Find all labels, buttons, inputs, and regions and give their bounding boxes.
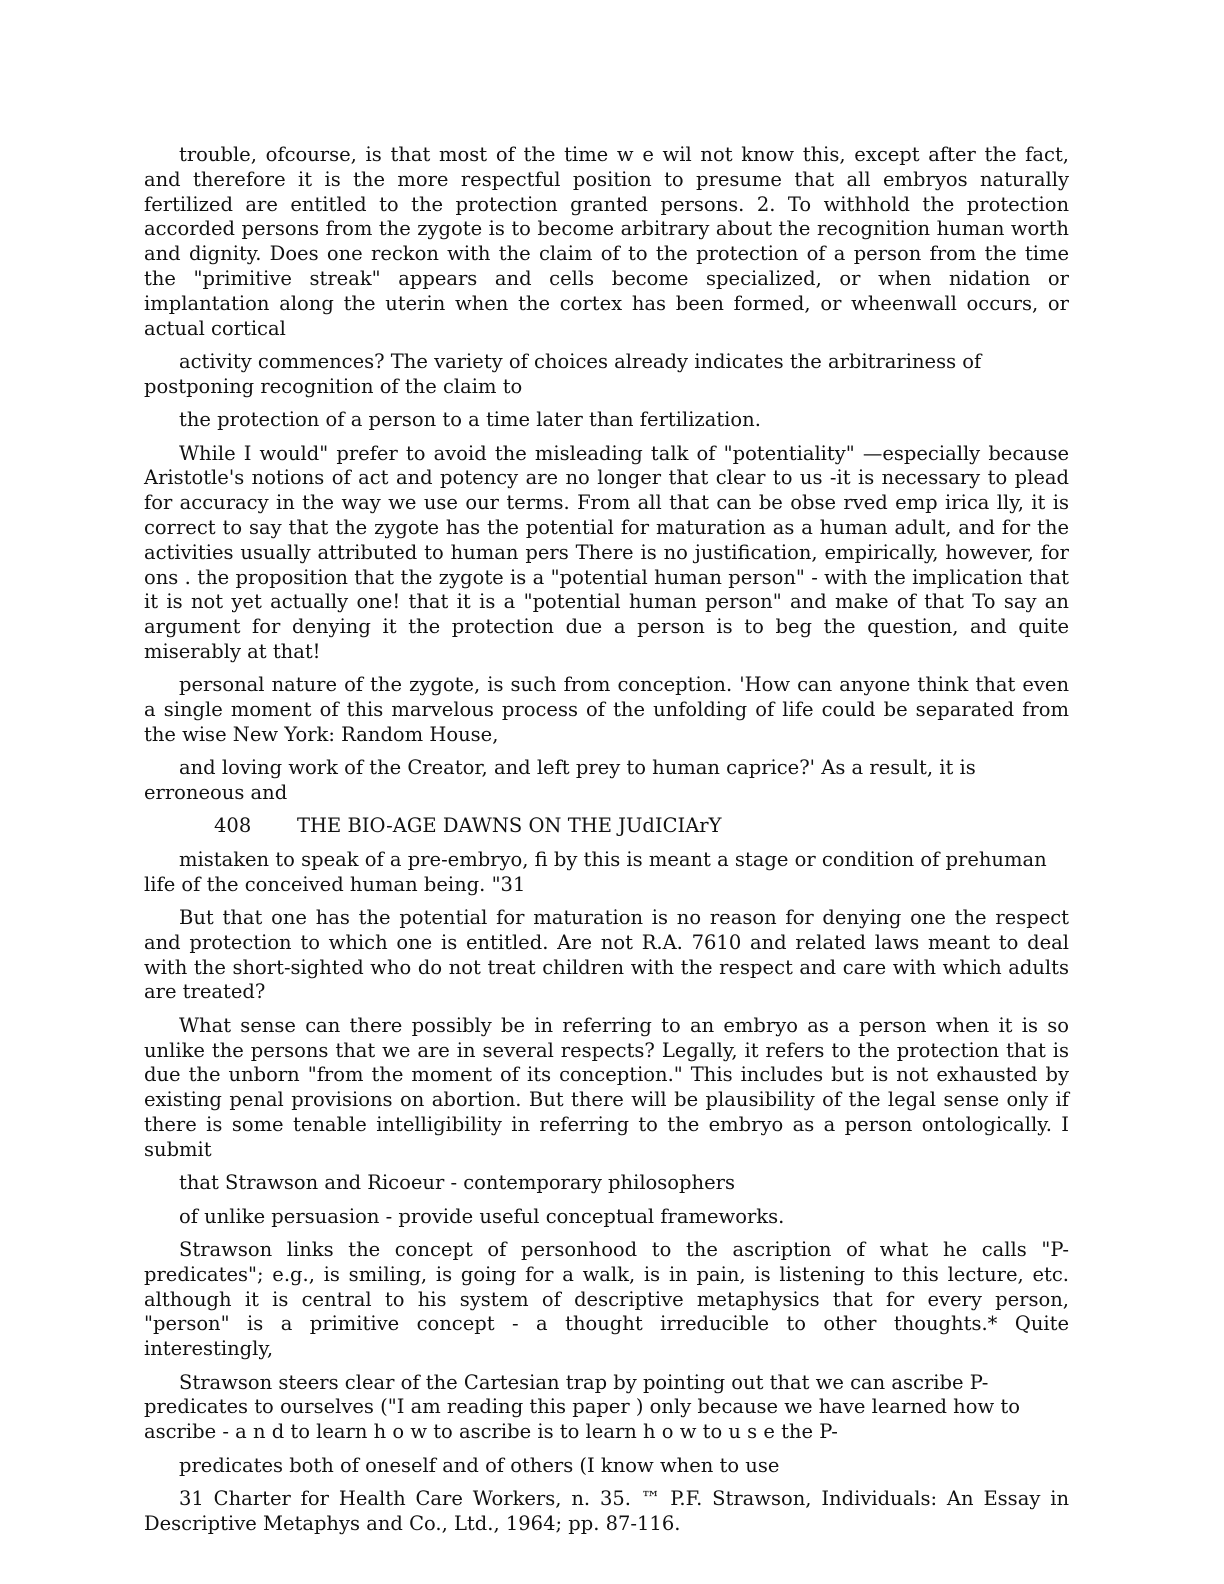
paragraph: and loving work of the Creator, and left prey to human caprice?' As a result, it is erroneous and bbox=[144, 756, 976, 805]
paragraph: What sense can there possibly be in referring to an embryo as a person when it is so unlike the persons that we are in several respects? Legally, it refers to the protection that is due the unborn "from the moment of its conception." This includes but is not exhausted by existing penal provisions on abortion. But there will be plausibility of the legal sense only if there is some tenable intelligibility in referring to the embryo as a person ontologically. I submit bbox=[144, 1013, 1069, 1161]
paragraph: personal nature of the zygote, is such from conception. 'How can anyone think that even a single moment of this marvelous process of the unfolding of life could be separated from the wise New York: Random House, bbox=[144, 673, 1069, 746]
paragraph: Strawson steers clear of the Cartesian trap by pointing out that we can ascribe P-predicates to ourselves ("I am reading this paper ) only because we have learned how to ascribe - a n d to learn h o w to ascribe is to learn h o w to u s e the P- bbox=[144, 1370, 1020, 1444]
running-head bbox=[144, 814, 1069, 839]
footnote: 31 Charter for Health Care Workers, n. 35. ™ P.F. Strawson, Individuals: An Essay in Descriptive Metaphys and Co., Ltd., 1964; pp. 87-116. bbox=[144, 1486, 1069, 1535]
running-head-title: THE BIO-AGE DAWNS ON THE JUdICIArY bbox=[297, 814, 722, 838]
page-number: 408 bbox=[214, 814, 252, 838]
paragraph: that Strawson and Ricoeur - contemporary philosophers bbox=[179, 1171, 735, 1195]
paragraph: mistaken to speak of a pre-embryo, fi by this is meant a stage or condition of prehuman life of the conceived human being. "31 bbox=[144, 847, 1047, 896]
paragraph: trouble, ofcourse, is that most of the time w e wil not know this, except after the fact, and therefore it is the more respectful position to presume that all embryos naturally fertilized are entitled to the protection granted persons. 2. To withhold the protection accorded persons from the zygote is to become arbitrary about the recognition human worth and dignity. Does one reckon with the claim of to the protection of a person from the time the "primitive streak" appears and cells become specialized, or when nidation or implantation along the uterin when the cortex has been formed, or wheenwall occurs, or actual cortical bbox=[144, 143, 1069, 340]
paragraph: predicates both of oneself and of others (I know when to use bbox=[179, 1453, 780, 1477]
paragraph: But that one has the potential for maturation is no reason for denying one the respect and protection to which one is entitled. Are not R.A. 7610 and related laws meant to deal with the short-sighted who do not treat children with the respect and care with which adults are treated? bbox=[144, 906, 1069, 1004]
document-page bbox=[144, 143, 1069, 1545]
paragraph: While I would" prefer to avoid the misleading talk of "potentiality" —especially because Aristotle's notions of act and potency are no longer that clear to us -it is necessary to plead for accuracy in the way we use our terms. From all that can be obse rved emp irica lly, it is correct to say that the zygote has the potential for maturation as a human adult, and for the activities usually attributed to human pers There is no justification, empirically, however, for ons . the proposition that the zygote is a "potential human person" - with the implication that it is not yet actually one! that it is a "potential human person" and make of that To say an argument for denying it the protection due a person is to beg the question, and quite miserably at that! bbox=[144, 441, 1069, 663]
paragraph: activity commences? The variety of choices already indicates the arbitrariness of postponing recognition of the claim to bbox=[144, 349, 982, 398]
paragraph: Strawson links the concept of personhood to the ascription of what he calls "P-predicates"; e.g., is smiling, is going for a walk, is in pain, is listening to this lecture, etc. although it is central to his system of descriptive metaphysics that for every person, "person" is a primitive concept - a thought irreducible to other thoughts.* Quite interestingly, bbox=[144, 1238, 1069, 1361]
paragraph: of unlike persuasion - provide useful conceptual frameworks. bbox=[179, 1204, 785, 1228]
paragraph: the protection of a person to a time later than fertilization. bbox=[179, 408, 761, 432]
